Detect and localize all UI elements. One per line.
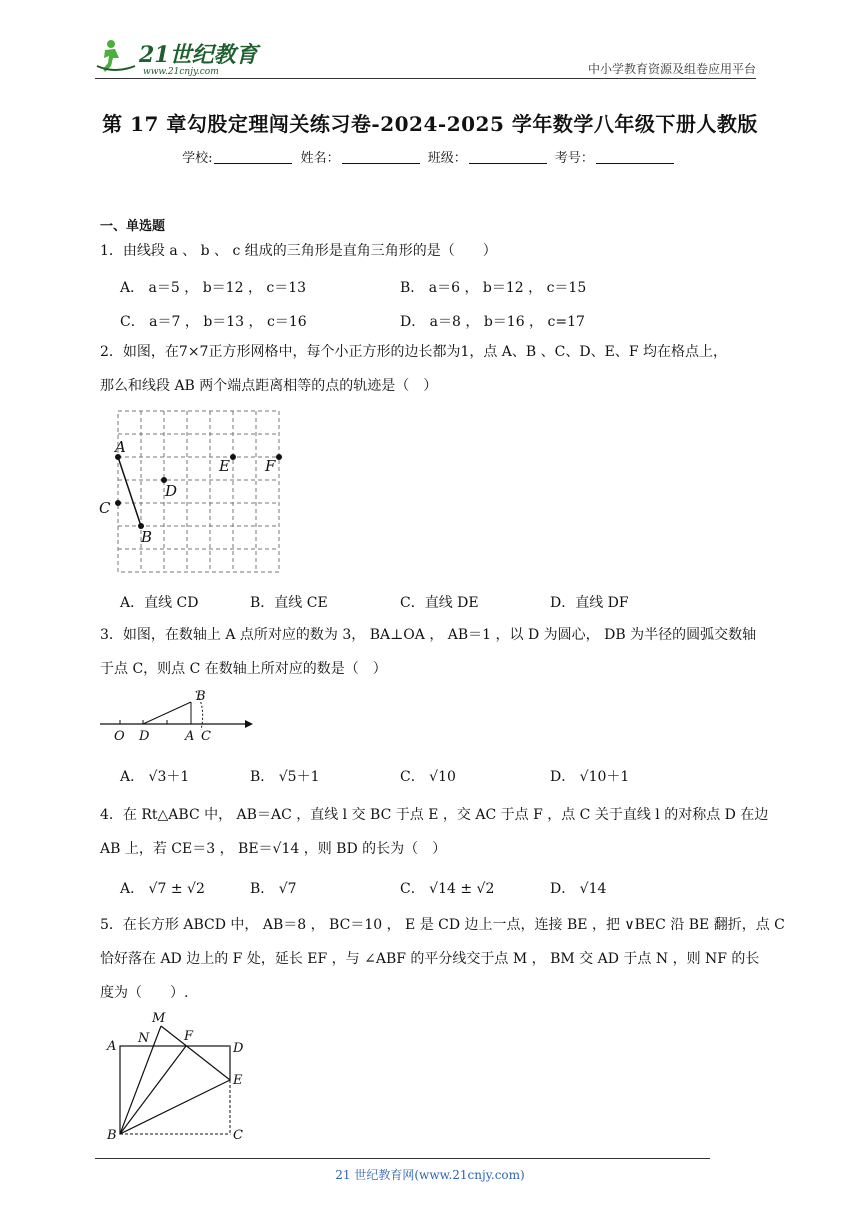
label-c: C [201,729,211,744]
q1-option-d: D． a＝8 ， b＝16 ， c=17 [400,314,585,330]
label-b: B [107,1128,117,1143]
q4-option-a: A． √7 ± √2 [120,881,205,897]
runner-icon [97,40,135,72]
class-label: 班级： [427,151,467,166]
q2-stem-line1: 2．如图，在7×7正方形网格中，每个小正方形的边长都为1，点 A、B 、C、D、E、F 均在格点上， [100,344,727,360]
q3-option-d: D． √10＋1 [550,769,630,785]
q3-option-a: A． √3＋1 [120,769,190,785]
logo-text: 21世纪教育 [139,42,258,68]
exam-no-blank [596,151,674,164]
label-d: D [233,1041,244,1056]
name-blank [342,151,420,164]
label-o: O [114,729,125,744]
q2-option-d: D．直线 DF [550,595,629,611]
q1-stem: 1．由线段 a 、 b 、 c 组成的三角形是直角三角形的是（ ） [100,243,497,259]
label-c: C [99,499,111,517]
class-blank [469,151,547,164]
q4-option-d: D． √14 [550,881,607,897]
school-label: 学校: [182,151,213,166]
q5-stem-line3: 度为（ ）. [100,985,189,1001]
q3-option-b: B． √5＋1 [250,769,320,785]
q2-option-a: A．直线 CD [120,595,199,611]
label-c: C [233,1128,243,1143]
segment-me [161,1026,230,1080]
q1-option-a: A． a＝5 ， b＝12 ， c＝13 [120,280,307,296]
label-e: E [233,1073,243,1088]
exam-no-label: 考号： [554,151,594,166]
page-title: 第 17 章勾股定理闯关练习卷-2024-2025 学年数学八年级下册人教版 [102,112,758,136]
q2-stem-line2: 那么和线段 AB 两个端点距离相等的点的轨迹是（ ） [100,378,438,394]
point-c [115,500,121,506]
q5-rectangle-figure [100,1008,260,1146]
q4-option-c: C． √14 ± √2 [400,881,495,897]
segment-ab [118,457,141,526]
point-f [276,454,282,460]
q3-number-line-figure [95,686,260,744]
q5-stem-line2: 恰好落在 AD 边上的 F 处，延长 EF ，与 ∠ABF 的平分线交于点 M ， BM 交 AD 于点 N ，则 NF 的长 [100,951,760,967]
q1-option-b: B． a＝6 ， b＝12 ， c＝15 [400,280,587,296]
q5-stem-line1: 5．在长方形 ABCD 中， AB＝8 ， BC＝10 ， E 是 CD 边上一点，连接 BE ，把 ∨BEC 沿 BE 翻折，点 C [100,917,785,933]
section-title: 一、单选题 [100,219,166,234]
q4-stem-line1: 4．在 Rt△ABC 中， AB＝AC ，直线 l 交 BC 于点 E ，交 AC 于点 F ，点 C 关于直线 l 的对称点 D 在边 [100,807,769,823]
label-a: A [107,1039,117,1054]
name-label: 姓名： [300,151,340,166]
q3-stem-line1: 3．如图，在数轴上 A 点所对应的数为 3， BA⊥OA ， AB＝1 ，以 D 为圆心， DB 为半径的圆弧交数轴 [100,627,757,643]
q4-option-b: B． √7 [250,881,297,897]
label-m: M [152,1011,166,1026]
footer-divider [95,1158,710,1159]
school-blank [214,151,292,164]
q2-option-b: B．直线 CE [250,595,328,611]
label-n: N [138,1031,150,1046]
segment-bf [120,1046,186,1134]
q3-stem-line2: 于点 C，则点 C 在数轴上所对应的数是（ ） [100,661,387,677]
label-d: D [165,482,178,500]
label-a: A [115,438,126,456]
q4-stem-line2: AB 上，若 CE＝3 ， BE＝√14 ，则 BD 的长为（ ） [100,841,447,857]
logo-url: www.21cnjy.com [143,67,219,77]
q2-option-c: C．直线 DE [400,595,479,611]
label-d: D [139,729,150,744]
label-a: A [185,729,195,744]
label-b: B [141,528,153,546]
point-e [230,454,236,460]
logo [95,36,265,80]
q3-option-c: C． √10 [400,769,456,785]
label-f: F [184,1029,194,1044]
q1-option-c: C． a＝7 ， b＝13 ， c＝16 [120,314,307,330]
platform-name: 中小学教育资源及组卷应用平台 [587,62,756,76]
label-b: B [196,689,206,704]
header-divider [95,78,756,79]
q2-grid-figure [95,405,295,577]
footer-text: 21 世纪教育网(www.21cnjy.com) [335,1168,525,1182]
student-info-fields [0,147,860,166]
label-f: F [265,457,276,475]
label-e: E [219,457,230,475]
segment-be [120,1080,230,1134]
